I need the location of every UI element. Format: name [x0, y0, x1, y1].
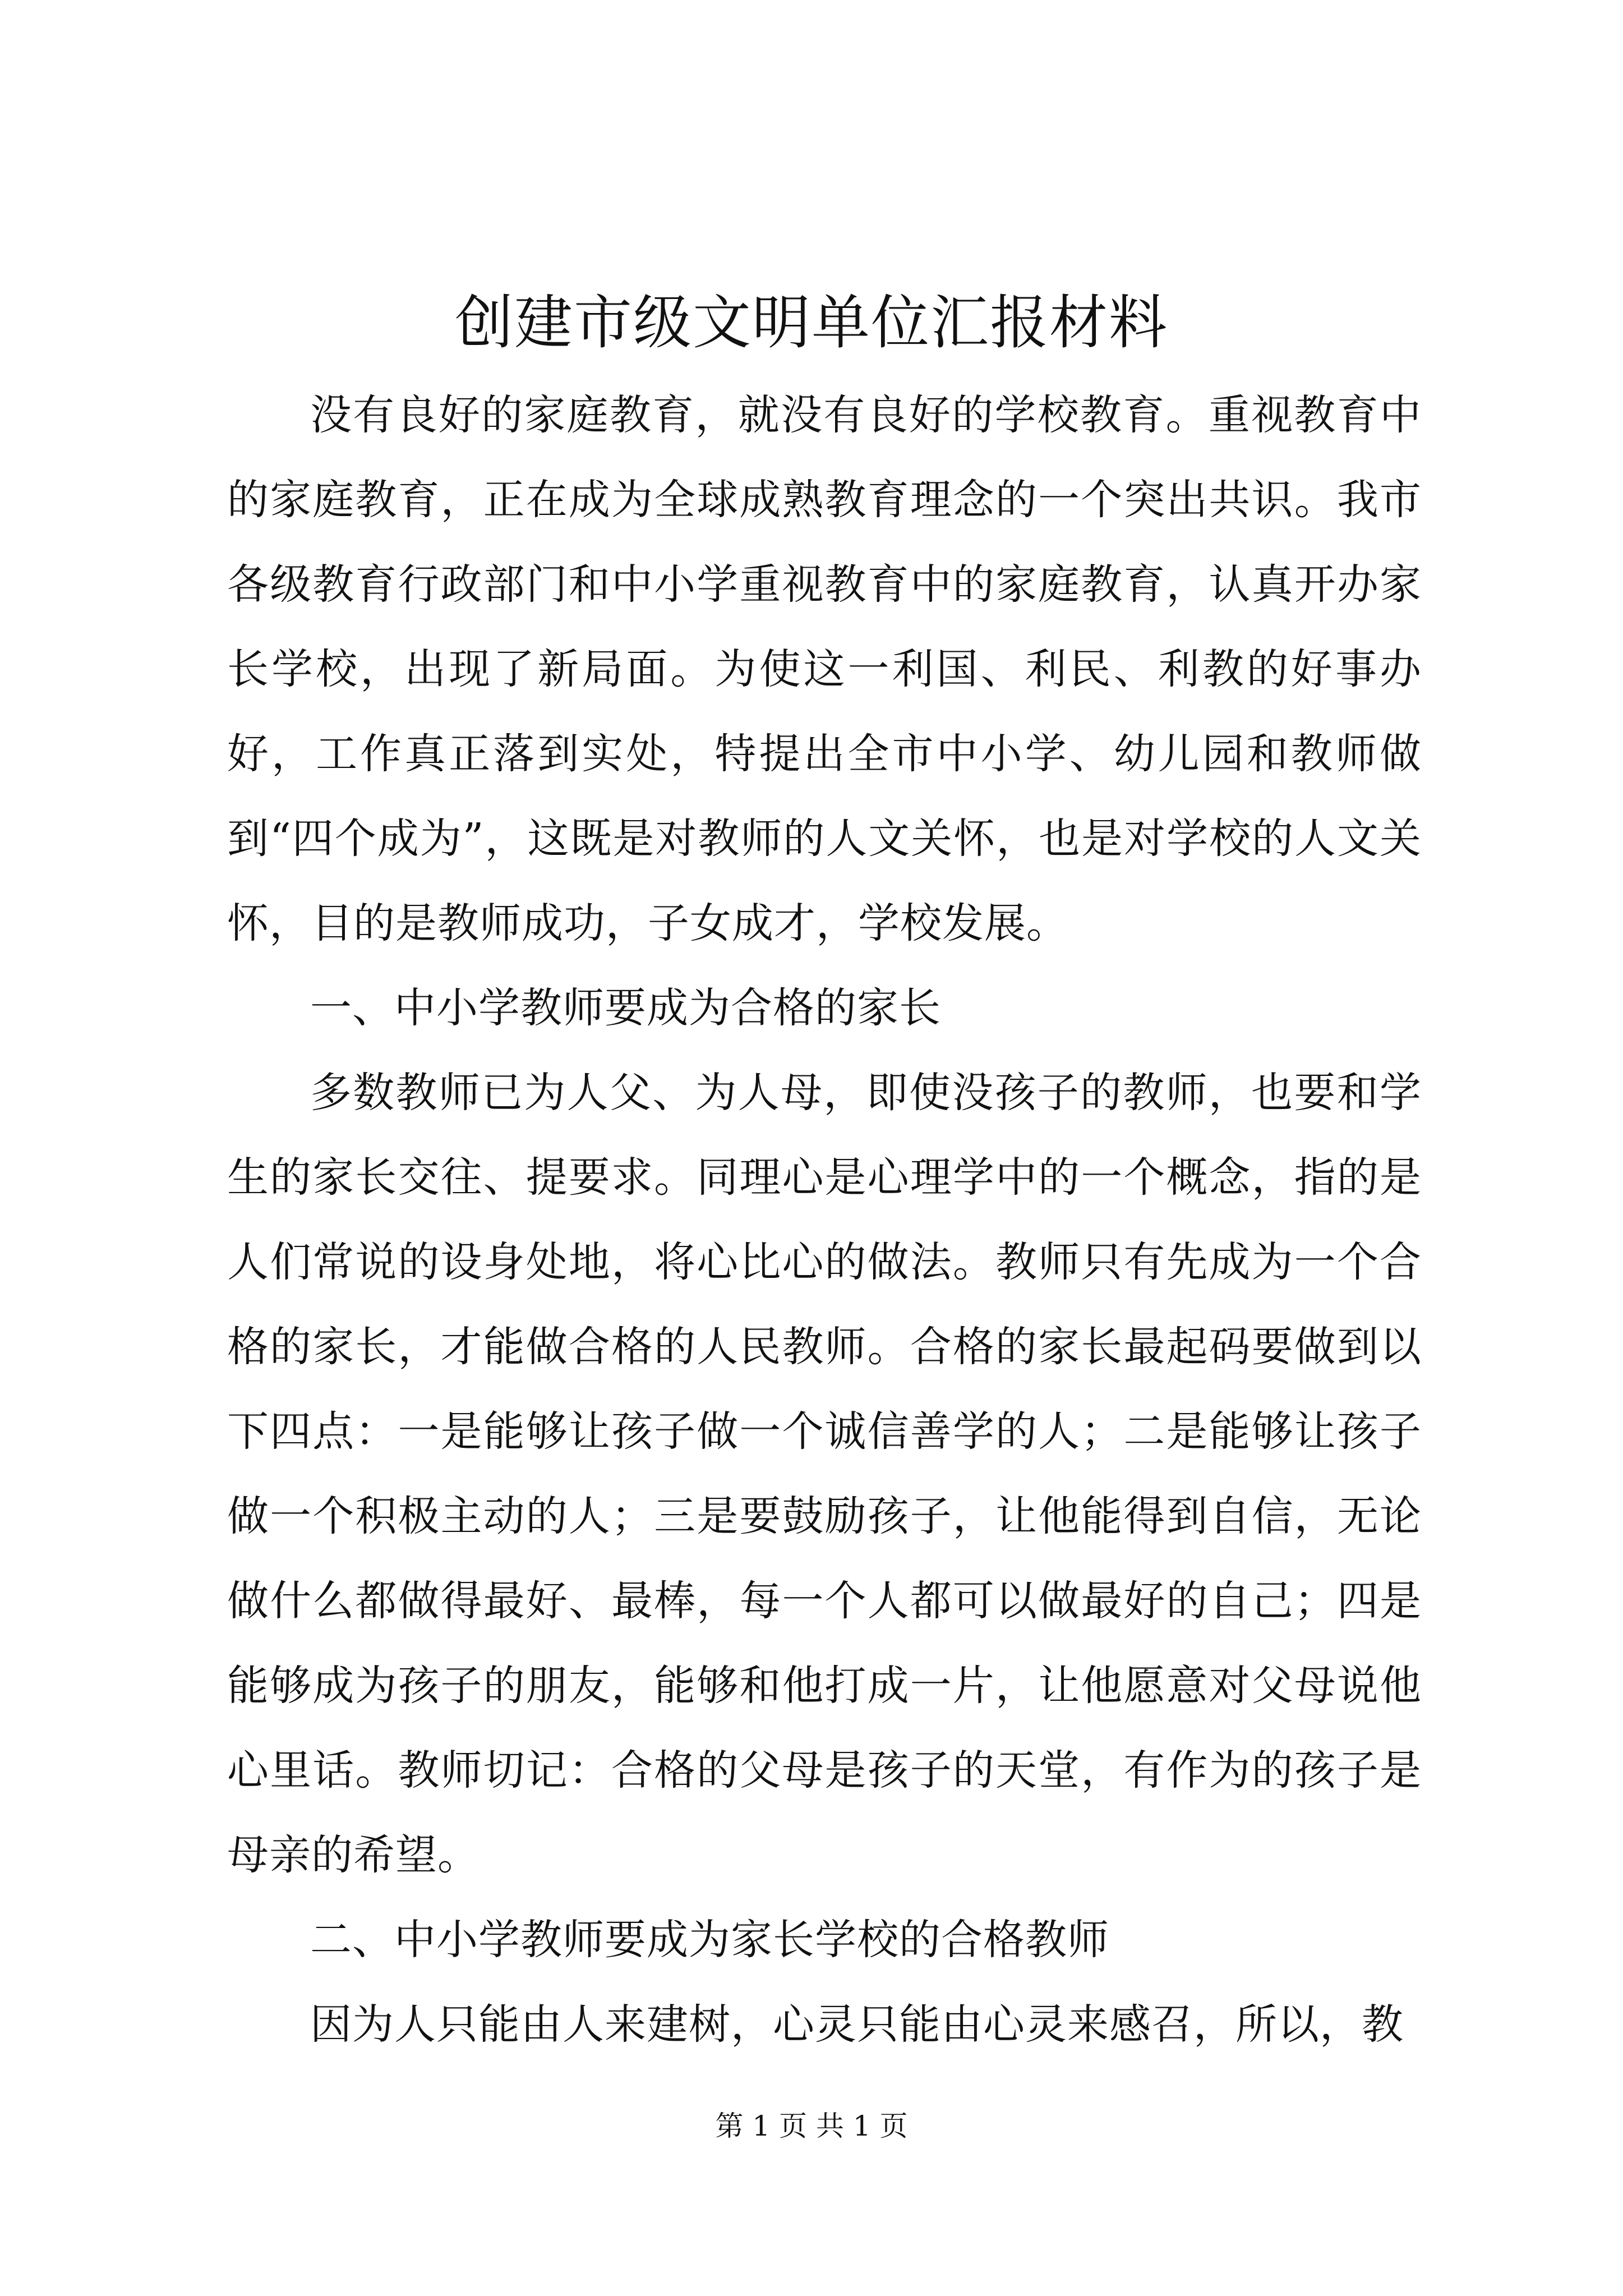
section-1-paragraph: 多数教师已为人父、为人母，即使没孩子的教师，也要和学生的家长交往、提要求。同理心是心理学中的一个概念，指的是人们常说的设身处地，将心比心的做法。教师只有先成为一个合格的家长，才能做合格的人民教师。合格的家长最起码要做到以下四点：一是能够让孩子做一个诚信善学的人；二是能够让孩子做一个积极主动的人；三是要鼓励孩子，让他能得到自信，无论做什么都做得最好、最棒，每一个人都可以做最好的自己；四是能够成为孩子的朋友，能够和他打成一片，让他愿意对父母说他心里话。教师切记：合格的父母是孩子的天堂，有作为的孩子是母亲的希望。: [227, 1069, 1422, 1879]
section-2-paragraph: 因为人只能由人来建树，心灵只能由心灵来感召，所以，教: [310, 2000, 1404, 2049]
intro-paragraph: 没有良好的家庭教育，就没有良好的学校教育。重视教育中的家庭教育，正在成为全球成熟教育理念的一个突出共识。我市各级教育行政部门和中小学重视教育中的家庭教育，认真开办家长学校，出现了新局面。为使这一利国、利民、利教的好事办好，工作真正落到实处，特提出全市中小学、幼儿园和教师做到“四个成为”，这既是对教师的人文关怀，也是对学校的人文关怀，目的是教师成功，子女成才，学校发展。: [227, 391, 1422, 947]
section-heading-1: 一、中小学教师要成为合格的家长: [310, 984, 941, 1032]
page-footer: 第 1 页 共 1 页: [715, 2110, 908, 2142]
section-heading-2: 二、中小学教师要成为家长学校的合格教师: [310, 1916, 1109, 1964]
document-body: [227, 373, 1422, 2067]
document-title: 创建市级文明单位汇报材料: [454, 288, 1168, 357]
